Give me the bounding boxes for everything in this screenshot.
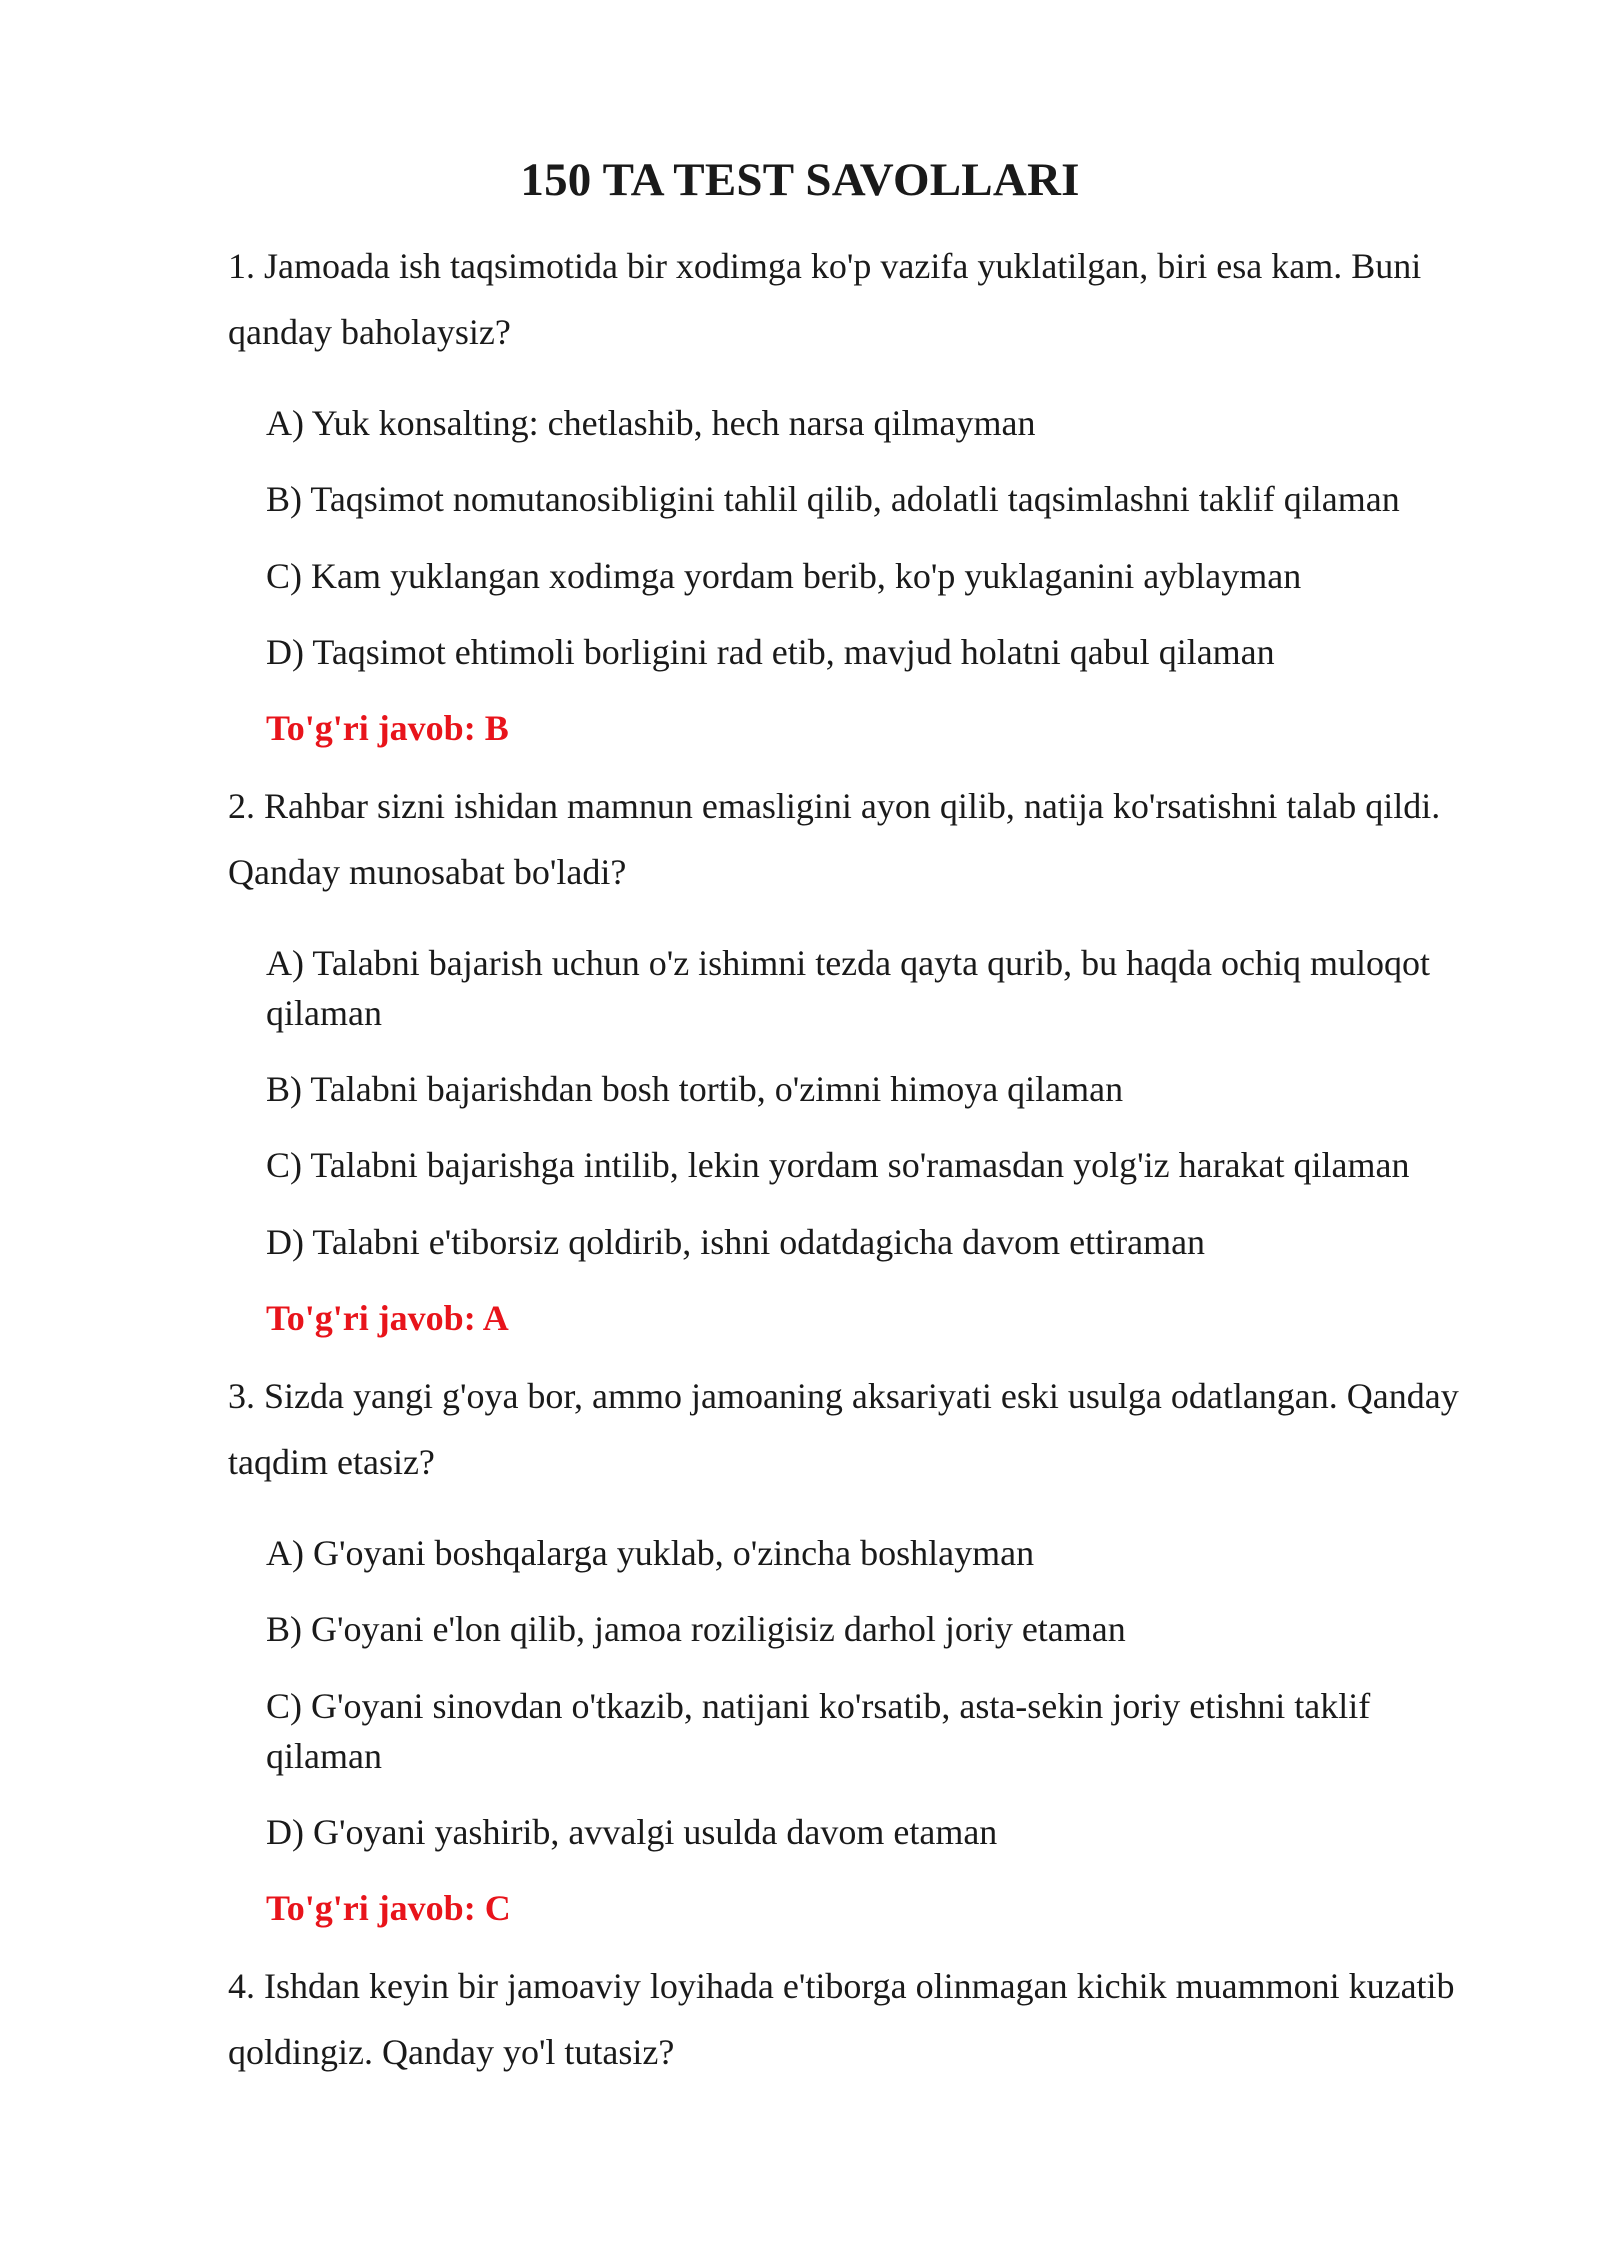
- question-3-option-d: D) G'oyani yashirib, avvalgi usulda davom etaman: [266, 1812, 998, 1852]
- page-title: 150 TA TEST SAVOLLARI: [520, 154, 1080, 206]
- question-3-option-c: C) G'oyani sinovdan o'tkazib, natijani ko'rsatib, asta-sekin joriy etishni taklif qilaman: [266, 1686, 1371, 1776]
- question-2-option-a: A) Talabni bajarish uchun o'z ishimni tezda qayta qurib, bu haqda ochiq muloqot qilaman: [266, 943, 1431, 1033]
- question-1-text: 1. Jamoada ish taqsimotida bir xodimga ko'p vazifa yuklatilgan, biri esa kam. Buni qanday baholaysiz?: [228, 246, 1422, 352]
- question-2-option-b: B) Talabni bajarishdan bosh tortib, o'zimni himoya qilaman: [266, 1069, 1124, 1109]
- question-4-text: 4. Ishdan keyin bir jamoaviy loyihada e'tiborga olinmagan kichik muammoni kuzatib qoldingiz. Qanday yo'l tutasiz?: [228, 1966, 1455, 2072]
- question-1-option-b: B) Taqsimot nomutanosibligini tahlil qilib, adolatli taqsimlashni taklif qilaman: [266, 479, 1400, 519]
- question-1-option-a: A) Yuk konsalting: chetlashib, hech narsa qilmayman: [266, 403, 1036, 443]
- question-2-text: 2. Rahbar sizni ishidan mamnun emasligini ayon qilib, natija ko'rsatishni talab qildi. Qanday munosabat bo'ladi?: [228, 786, 1441, 892]
- question-3-text: 3. Sizda yangi g'oya bor, ammo jamoaning aksariyati eski usulga odatlangan. Qanday taqdim etasiz?: [228, 1376, 1459, 1482]
- question-1-option-c: C) Kam yuklangan xodimga yordam berib, ko'p yuklaganini ayblayman: [266, 556, 1302, 596]
- question-2-answer: To'g'ri javob: A: [266, 1298, 509, 1338]
- question-1-answer: To'g'ri javob: B: [266, 708, 509, 748]
- question-3-option-b: B) G'oyani e'lon qilib, jamoa roziligisiz darhol joriy etaman: [266, 1609, 1126, 1649]
- question-1-option-d: D) Taqsimot ehtimoli borligini rad etib, mavjud holatni qabul qilaman: [266, 632, 1275, 672]
- question-3-option-a: A) G'oyani boshqalarga yuklab, o'zincha boshlayman: [266, 1533, 1035, 1573]
- question-3-answer: To'g'ri javob: C: [266, 1888, 511, 1928]
- question-2-option-c: C) Talabni bajarishga intilib, lekin yordam so'ramasdan yolg'iz harakat qilaman: [266, 1145, 1410, 1185]
- question-2-option-d: D) Talabni e'tiborsiz qoldirib, ishni odatdagicha davom ettiraman: [266, 1222, 1206, 1262]
